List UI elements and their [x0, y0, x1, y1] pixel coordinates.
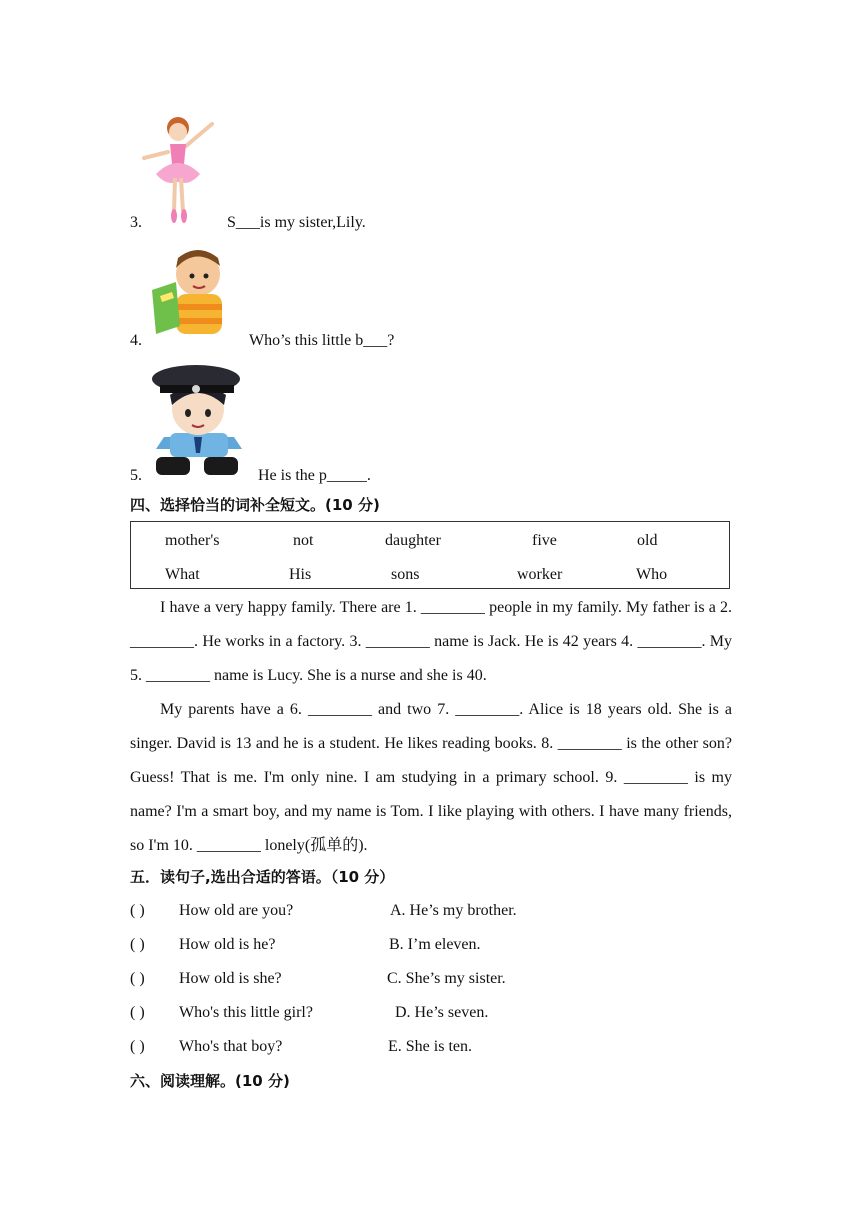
item-number: 3.: [130, 214, 142, 231]
question-text: How old is she?: [179, 970, 282, 987]
fill-in-sentence: He is the p_____.: [258, 467, 371, 484]
answer-bracket: ( ): [130, 902, 145, 919]
word-bank-word: not: [293, 532, 314, 549]
item-number: 5.: [130, 467, 142, 484]
word-bank-word: mother's: [165, 532, 220, 549]
question-text: Who's that boy?: [179, 1038, 283, 1055]
word-bank-word: worker: [517, 566, 563, 583]
policeman-picture: [146, 357, 252, 481]
answer-option: B. I’m eleven.: [389, 936, 481, 953]
section-5-heading: 五．读句子,选出合适的答语。（10 分）: [130, 868, 395, 886]
answer-option: D. He’s seven.: [395, 1004, 489, 1021]
ballerina-girl-picture: [138, 112, 218, 226]
item-number: 4.: [130, 332, 142, 349]
answer-bracket: ( ): [130, 1004, 145, 1021]
question-text: How old is he?: [179, 936, 276, 953]
word-bank-word: His: [289, 566, 312, 583]
word-bank-box: [130, 521, 730, 589]
question-text: Who's this little girl?: [179, 1004, 313, 1021]
cloze-paragraph-1: I have a very happy family. There are 1. ________ people in my family. My father is a 2. ________. He works in a factory. 3. ________ name is Jack. He is 42 years 4. ________. My 5. ________ name is Lucy. She is a nurse and she is 40.: [130, 599, 732, 684]
word-bank-word: sons: [391, 566, 420, 583]
word-bank-word: five: [532, 532, 557, 549]
cloze-paragraph-2: My parents have a 6. ________ and two 7. ________. Alice is 18 years old. She is a singer. David is 13 and he is a student. He likes reading books. 8. ________ is the other son? Guess! That is me. I'm only nine. I am studying in a primary school. 9. ________ is my name? I'm a smart boy, and my name is Tom. I like playing with others. I have many friends, so I'm 10. ________ lonely(孤单的).: [130, 701, 732, 854]
answer-bracket: ( ): [130, 1038, 145, 1055]
word-bank-word: Who: [636, 566, 668, 583]
section-4-heading: 四、选择恰当的词补全短文。(10 分): [130, 496, 380, 514]
answer-bracket: ( ): [130, 970, 145, 987]
fill-in-sentence: S___is my sister,Lily.: [227, 214, 366, 231]
answer-bracket: ( ): [130, 936, 145, 953]
answer-option: C. She’s my sister.: [387, 970, 506, 987]
question-text: How old are you?: [179, 902, 294, 919]
word-bank-word: old: [637, 532, 658, 549]
answer-option: A. He’s my brother.: [390, 902, 517, 919]
word-bank-word: daughter: [385, 532, 441, 549]
answer-option: E. She is ten.: [388, 1038, 472, 1055]
section-6-heading: 六、阅读理解。(10 分): [130, 1072, 290, 1090]
word-bank-word: What: [165, 566, 200, 583]
fill-in-sentence: Who’s this little b___?: [249, 332, 395, 349]
cloze-passage: [130, 591, 732, 863]
boy-reading-book-picture: [146, 246, 228, 338]
